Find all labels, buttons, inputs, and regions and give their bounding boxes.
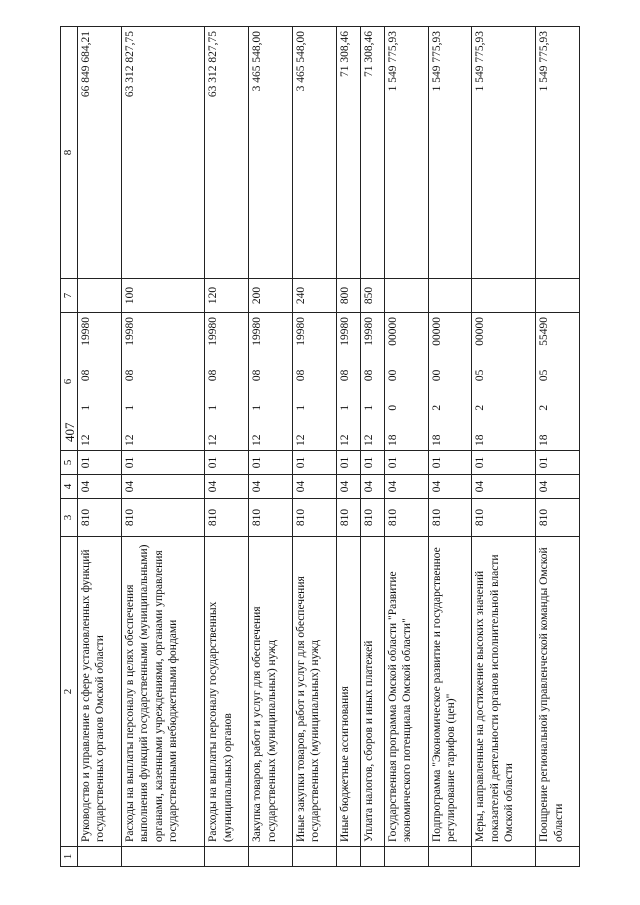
target-article-part: 55490 [538, 317, 551, 346]
target-article-part: 19980 [80, 317, 92, 346]
target-article-part: 00000 [430, 317, 443, 346]
table-row [78, 27, 122, 867]
target-article-part: 00 [386, 369, 399, 382]
row-number-cell [336, 847, 360, 867]
target-article-part: 08 [295, 369, 307, 382]
ministry-code: 810 [472, 499, 536, 537]
target-article-part: 12 [251, 434, 264, 446]
row-number-cell [472, 847, 536, 867]
target-article-part: 12 [362, 434, 375, 446]
expense-type-code [384, 279, 428, 313]
target-article-part: 19980 [207, 317, 220, 346]
target-article-code [121, 313, 205, 451]
row-number-cell [384, 847, 428, 867]
expense-type-code: 800 [336, 279, 360, 313]
target-article-code [536, 313, 580, 451]
target-article-part: 12 [207, 434, 220, 446]
amount-cell: 66 849 684,21 [78, 27, 122, 279]
table-row [384, 27, 428, 867]
expense-type-code: 240 [293, 279, 337, 313]
target-article-part: 19980 [338, 317, 351, 346]
section-code: 04 [384, 475, 428, 499]
expense-type-code: 120 [205, 279, 249, 313]
section-code: 04 [360, 475, 384, 499]
column-header-5: 5 [61, 451, 78, 475]
target-article-part: 19980 [295, 317, 307, 346]
amount-cell: 1 549 775,93 [428, 27, 472, 279]
column-header-1: 1 [61, 847, 78, 867]
row-number-cell [428, 847, 472, 867]
subsection-code: 01 [121, 451, 205, 475]
target-article-part: 1 [123, 404, 136, 411]
ministry-code: 810 [384, 499, 428, 537]
subsection-code: 01 [472, 451, 536, 475]
target-article-part: 1 [207, 404, 220, 411]
row-name: Иные закупки товаров, работ и услуг для обеспечения государственных (муниципальных) нужд [293, 537, 337, 847]
amount-cell: 3 465 548,00 [249, 27, 293, 279]
target-article-part: 1 [80, 404, 92, 411]
row-name: Руководство и управление в сфере установленных функций государственных органов Омской области [78, 537, 122, 847]
row-number-cell [121, 847, 205, 867]
subsection-code: 01 [205, 451, 249, 475]
row-number-cell [293, 847, 337, 867]
target-article-part: 2 [538, 404, 551, 411]
row-number-cell [205, 847, 249, 867]
target-article-part: 05 [474, 369, 487, 382]
target-article-part: 12 [80, 434, 92, 446]
target-article-part: 1 [295, 404, 307, 411]
target-article-part: 00 [430, 369, 443, 382]
ministry-code: 810 [121, 499, 205, 537]
target-article-part: 12 [295, 434, 307, 446]
table-row [472, 27, 536, 867]
section-code: 04 [428, 475, 472, 499]
ministry-code: 810 [336, 499, 360, 537]
amount-cell: 63 312 827,75 [205, 27, 249, 279]
column-header-7: 7 [61, 279, 78, 313]
target-article-part: 08 [123, 369, 136, 382]
target-article-part: 19980 [362, 317, 375, 346]
table-row [336, 27, 360, 867]
row-name: Поощрение региональной управленческой команды Омской области [536, 537, 580, 847]
row-name: Закупка товаров, работ и услуг для обеспечения государственных (муниципальных) нужд [249, 537, 293, 847]
column-header-2: 2 [61, 537, 78, 847]
budget-table [60, 26, 580, 867]
target-article-part: 08 [338, 369, 351, 382]
target-article-part: 19980 [251, 317, 264, 346]
amount-cell: 1 549 775,93 [472, 27, 536, 279]
header-row [61, 27, 78, 867]
target-article-part: 08 [80, 369, 92, 382]
target-article-part: 2 [430, 404, 443, 411]
target-article-code [78, 313, 122, 451]
target-article-code [384, 313, 428, 451]
table-body [78, 27, 580, 867]
subsection-code: 01 [360, 451, 384, 475]
row-name: Подпрограмма "Экономическое развитие и государственное регулирование тарифов (цен)" [428, 537, 472, 847]
target-article-part: 12 [123, 434, 136, 446]
subsection-code: 01 [536, 451, 580, 475]
expense-type-code [78, 279, 122, 313]
expense-type-code [428, 279, 472, 313]
amount-cell: 3 465 548,00 [293, 27, 337, 279]
ministry-code: 810 [205, 499, 249, 537]
ministry-code: 810 [428, 499, 472, 537]
target-article-part: 08 [362, 369, 375, 382]
table-row [360, 27, 384, 867]
column-header-4: 4 [61, 475, 78, 499]
table-row [293, 27, 337, 867]
row-number-cell [536, 847, 580, 867]
ministry-code: 810 [78, 499, 122, 537]
section-code: 04 [121, 475, 205, 499]
target-article-code [249, 313, 293, 451]
row-number-cell [360, 847, 384, 867]
section-code: 04 [336, 475, 360, 499]
row-name: Расходы на выплаты персоналу государственных (муниципальных) органов [205, 537, 249, 847]
table-row [536, 27, 580, 867]
expense-type-code [536, 279, 580, 313]
page-number: 407 [62, 422, 77, 442]
expense-type-code: 850 [360, 279, 384, 313]
subsection-code: 01 [336, 451, 360, 475]
target-article-part: 18 [386, 434, 399, 446]
table-row [205, 27, 249, 867]
column-header-6: 6 [61, 313, 78, 451]
budget-table-container [60, 27, 580, 867]
target-article-part: 18 [538, 434, 551, 446]
target-article-part: 08 [251, 369, 264, 382]
ministry-code: 810 [293, 499, 337, 537]
section-code: 04 [205, 475, 249, 499]
target-article-part: 12 [338, 434, 351, 446]
target-article-code [293, 313, 337, 451]
section-code: 04 [536, 475, 580, 499]
expense-type-code: 200 [249, 279, 293, 313]
row-name: Иные бюджетные ассигнования [336, 537, 360, 847]
ministry-code: 810 [360, 499, 384, 537]
table-row [249, 27, 293, 867]
section-code: 04 [249, 475, 293, 499]
target-article-part: 1 [251, 404, 264, 411]
target-article-part: 1 [362, 404, 375, 411]
subsection-code: 01 [384, 451, 428, 475]
ministry-code: 810 [249, 499, 293, 537]
row-number-cell [249, 847, 293, 867]
column-header-3: 3 [61, 499, 78, 537]
target-article-part: 05 [538, 369, 551, 382]
table-row [428, 27, 472, 867]
table-row [121, 27, 205, 867]
subsection-code: 01 [293, 451, 337, 475]
target-article-part: 2 [474, 404, 487, 411]
target-article-part: 08 [207, 369, 220, 382]
target-article-code [205, 313, 249, 451]
section-code: 04 [293, 475, 337, 499]
target-article-part: 0 [386, 404, 399, 411]
ministry-code: 810 [536, 499, 580, 537]
target-article-part: 1 [338, 404, 351, 411]
target-article-part: 00000 [386, 317, 399, 346]
subsection-code: 01 [428, 451, 472, 475]
row-name: Меры, направленные на достижение высоких значений показателей деятельности органов исполнительной власти Омской области [472, 537, 536, 847]
row-name: Расходы на выплаты персоналу в целях обеспечения выполнения функций государственными (муниципальными) органами, казенными учреждениями, органами управления государственными внебюджетными фондами [121, 537, 205, 847]
target-article-part: 00000 [474, 317, 487, 346]
target-article-code [472, 313, 536, 451]
amount-cell: 71 308,46 [360, 27, 384, 279]
section-code: 04 [472, 475, 536, 499]
subsection-code: 01 [78, 451, 122, 475]
target-article-part: 18 [474, 434, 487, 446]
target-article-part: 19980 [123, 317, 136, 346]
target-article-code [360, 313, 384, 451]
expense-type-code [472, 279, 536, 313]
target-article-code [336, 313, 360, 451]
target-article-code [428, 313, 472, 451]
row-name: Уплата налогов, сборов и иных платежей [360, 537, 384, 847]
subsection-code: 01 [249, 451, 293, 475]
amount-cell: 71 308,46 [336, 27, 360, 279]
row-name: Государственная программа Омской области "Развитие экономического потенциала Омской области" [384, 537, 428, 847]
row-number-cell [78, 847, 122, 867]
expense-type-code: 100 [121, 279, 205, 313]
target-article-part: 18 [430, 434, 443, 446]
section-code: 04 [78, 475, 122, 499]
amount-cell: 1 549 775,93 [536, 27, 580, 279]
amount-cell: 63 312 827,75 [121, 27, 205, 279]
amount-cell: 1 549 775,93 [384, 27, 428, 279]
column-header-8: 8 [61, 27, 78, 279]
